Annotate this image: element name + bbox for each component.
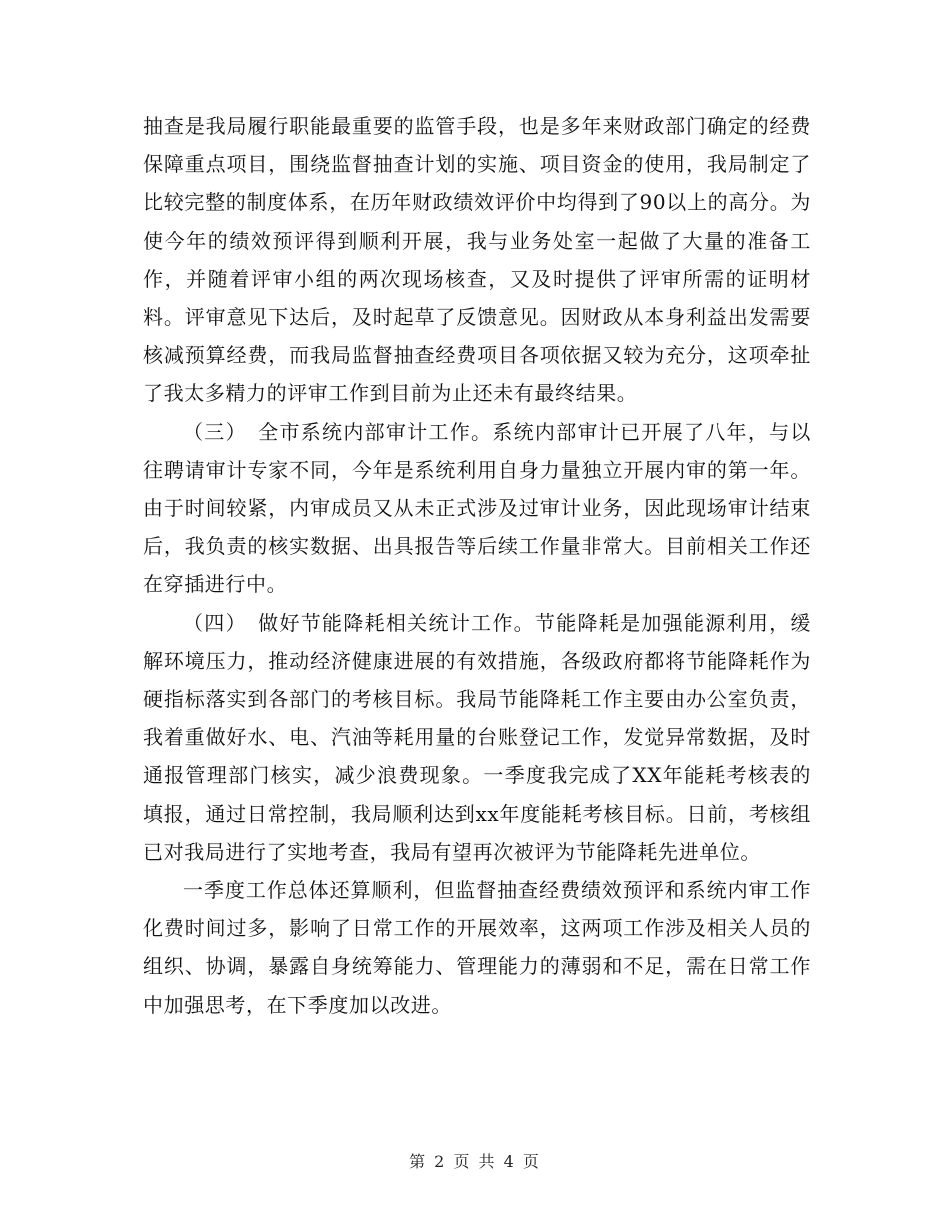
paragraph-section-4: （四） 做好节能降耗相关统计工作。节能降耗是加强能源利用，缓解环境压力，推动经济健康进展的有效措施，各级政府都将节能降耗作为硬指标落实到各部门的考核目标。我局节能降耗工作主要由办公室负责，我着重做好水、电、汽油等耗用量的台账登记工作，发觉异常数据，及时通报管理部门核实，减少浪费现象。一季度我完成了XX年能耗考核表的填报，通过日常控制，我局顺利达到xx年度能耗考核目标。日前，考核组已对我局进行了实地考查，我局有望再次被评为节能降耗先进单位。	[143, 610, 811, 864]
page-number-footer: 第 2 页 共 4 页	[409, 1152, 541, 1171]
paragraph-summary: 一季度工作总体还算顺利，但监督抽查经费绩效预评和系统内审工作化费时间过多，影响了日常工作的开展效率，这两项工作涉及相关人员的组织、协调，暴露自身统筹能力、管理能力的薄弱和不足，需在日常工作中加强思考，在下季度加以改进。	[143, 878, 811, 1017]
paragraph-continued: 抽查是我局履行职能最重要的监管手段，也是多年来财政部门确定的经费保障重点项目，围绕监督抽查计划的实施、项目资金的使用，我局制定了比较完整的制度体系，在历年财政绩效评价中均得到了90以上的高分。为使今年的绩效预评得到顺利开展，我与业务处室一起做了大量的准备工作，并随着评审小组的两次现场核查，又及时提供了评审所需的证明材料。评审意见下达后，及时起草了反馈意见。因财政从本身利益出发需要核减预算经费，而我局监督抽查经费项目各项依据又较为充分，这项牵扯了我太多精力的评审工作到目前为止还未有最终结果。	[143, 114, 811, 406]
document-body	[143, 107, 811, 1024]
paragraph-section-3: （三） 全市系统内部审计工作。系统内部审计已开展了八年，与以往聘请审计专家不同，今年是系统利用自身力量独立开展内审的第一年。由于时间较紧，内审成员又从未正式涉及过审计业务，因此现场审计结束后，我负责的核实数据、出具报告等后续工作量非常大。目前相关工作还在穿插进行中。	[143, 419, 811, 597]
